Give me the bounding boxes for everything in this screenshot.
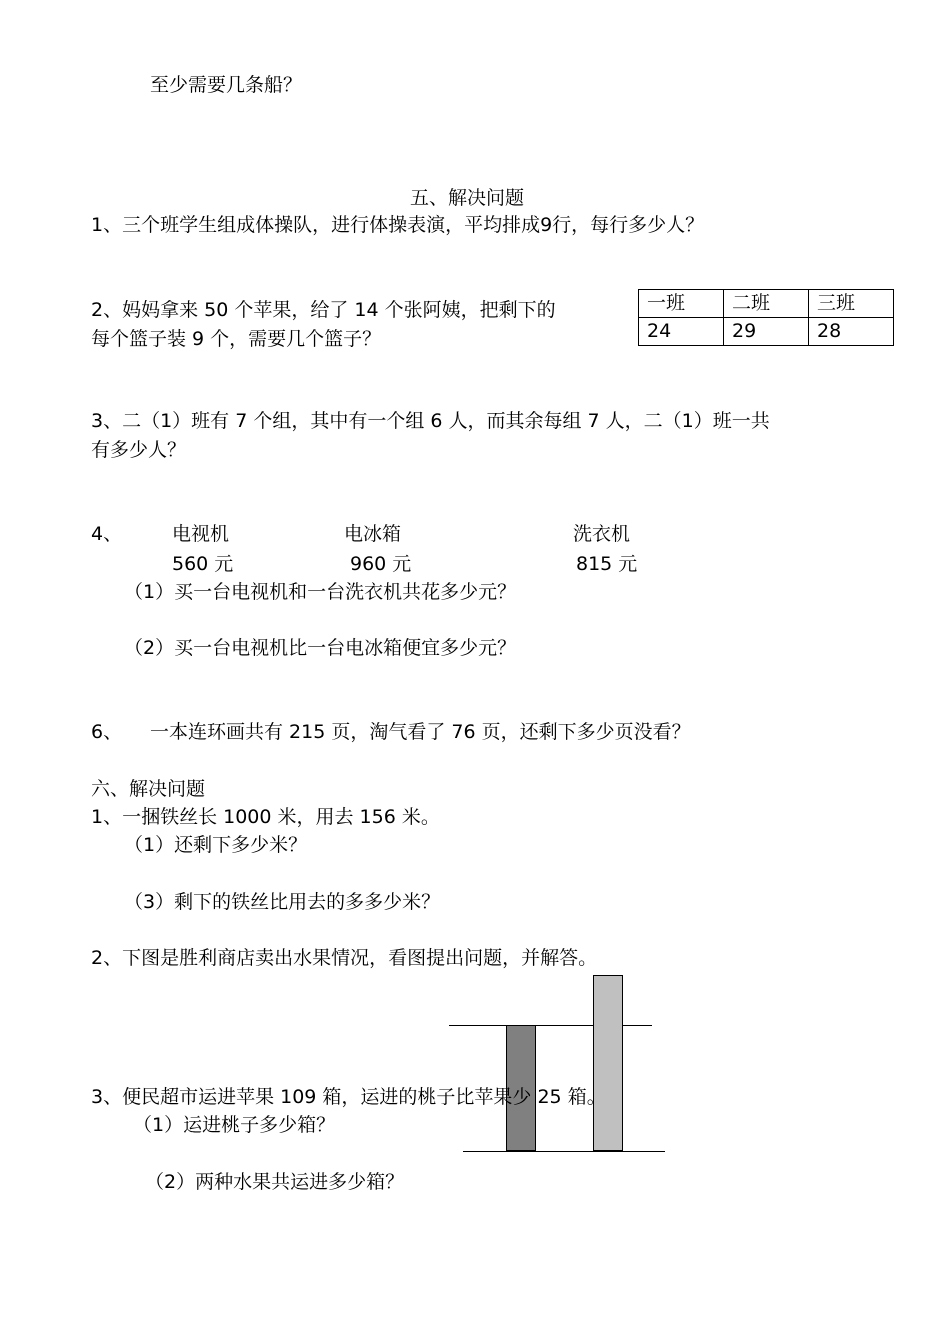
section-5-question-2-line-2: 每个篮子装 9 个，需要几个篮子？ bbox=[91, 328, 382, 350]
table-header-cell: 二班 bbox=[724, 290, 809, 318]
product-name-tv: 电视机 bbox=[172, 523, 230, 545]
class-count-table bbox=[638, 289, 894, 346]
section-5-question-3-line-1: 3、二（1）班有 7 个组，其中有一个组 6 人，而其余每组 7 人，二（1）班一共 bbox=[91, 410, 770, 432]
section-6-question-2: 2、下图是胜利商店卖出水果情况，看图提出问题，并解答。 bbox=[91, 947, 598, 969]
section-5-question-4-number: 4、 bbox=[91, 523, 123, 545]
section-6-question-1: 1、一捆铁丝长 1000 米，用去 156 米。 bbox=[91, 806, 440, 828]
section-6-question-3-sub-2: （2）两种水果共运进多少箱？ bbox=[145, 1171, 405, 1193]
table-header-cell: 一班 bbox=[639, 290, 724, 318]
section-6-question-3-sub-1: （1）运进桃子多少箱？ bbox=[133, 1114, 336, 1136]
section-5-question-6-number: 6、 bbox=[91, 721, 123, 743]
question-continuation: 至少需要几条船？ bbox=[150, 74, 303, 96]
section-5-question-6: 一本连环画共有 215 页，淘气看了 76 页，还剩下多少页没看？ bbox=[150, 721, 691, 743]
table-row bbox=[639, 318, 894, 346]
section-5-question-4-sub-2: （2）买一台电视机比一台电冰箱便宜多少元？ bbox=[124, 637, 517, 659]
product-name-fridge: 电冰箱 bbox=[344, 523, 402, 545]
table-header-cell: 三班 bbox=[809, 290, 894, 318]
section-6-title: 六、解决问题 bbox=[91, 778, 206, 800]
table-cell: 28 bbox=[809, 318, 894, 346]
table-header-row bbox=[639, 290, 894, 318]
section-5-question-2-line-1: 2、妈妈拿来 50 个苹果，给了 14 个张阿姨，把剩下的 bbox=[91, 299, 556, 321]
product-name-washer: 洗衣机 bbox=[573, 523, 631, 545]
table-cell: 24 bbox=[639, 318, 724, 346]
product-price-tv: 560 元 bbox=[172, 553, 234, 575]
section-6-question-1-sub-3: （3）剩下的铁丝比用去的多多少米？ bbox=[124, 891, 441, 913]
section-6-question-1-sub-1: （1）还剩下多少米？ bbox=[124, 834, 308, 856]
baseline bbox=[463, 1151, 665, 1152]
section-5-question-3-line-2: 有多少人？ bbox=[91, 439, 187, 461]
section-5-question-4-sub-1: （1）买一台电视机和一台洗衣机共花多少元？ bbox=[124, 581, 517, 603]
section-6-question-3: 3、便民超市运进苹果 109 箱，运进的桃子比苹果少 25 箱。 bbox=[91, 1086, 606, 1108]
bar-light bbox=[593, 975, 623, 1151]
section-5-title: 五、解决问题 bbox=[410, 187, 525, 209]
product-price-washer: 815 元 bbox=[576, 553, 638, 575]
section-5-question-1: 1、三个班学生组成体操队，进行体操表演，平均排成9行，每行多少人？ bbox=[91, 214, 705, 236]
table-cell: 29 bbox=[724, 318, 809, 346]
product-price-fridge: 960 元 bbox=[350, 553, 412, 575]
